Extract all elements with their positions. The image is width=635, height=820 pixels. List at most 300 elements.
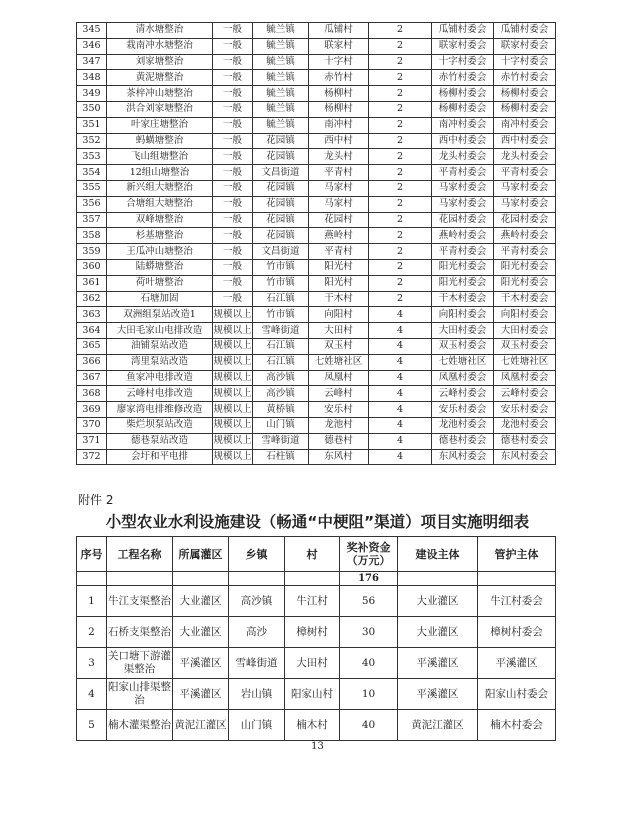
table-cell: 花园镇 bbox=[253, 180, 309, 196]
table-cell: 阳光村委会 bbox=[494, 259, 556, 275]
table-cell: 4 bbox=[369, 386, 432, 402]
table-row bbox=[77, 101, 556, 117]
table-cell: 关口塘下游灌渠整治 bbox=[107, 648, 173, 679]
table-cell: 一般 bbox=[213, 180, 253, 196]
table-cell: 360 bbox=[77, 259, 107, 275]
table-cell: 371 bbox=[77, 433, 107, 449]
table-cell: 山门镇 bbox=[253, 417, 309, 433]
table-cell: 毓兰镇 bbox=[253, 86, 309, 102]
table-cell: 4 bbox=[369, 338, 432, 354]
header-township: 乡镇 bbox=[229, 537, 285, 572]
table-cell: 石江镇 bbox=[253, 338, 309, 354]
table-cell: 2 bbox=[369, 133, 432, 149]
table-row bbox=[77, 212, 556, 228]
table-cell: 4 bbox=[77, 679, 107, 710]
table-cell: 竹市镇 bbox=[253, 275, 309, 291]
table-cell: 2 bbox=[369, 291, 432, 307]
table-cell: 351 bbox=[77, 117, 107, 133]
table-cell: 高沙镇 bbox=[229, 586, 285, 617]
table-cell: 40 bbox=[340, 648, 398, 679]
table-cell: 平溪灌区 bbox=[398, 679, 478, 710]
table-cell: 规模以上 bbox=[213, 354, 253, 370]
table-cell: 陆蟒塘整治 bbox=[107, 259, 213, 275]
table-cell: 新兴组大塘整治 bbox=[107, 180, 213, 196]
table-cell: 花园村委会 bbox=[432, 212, 494, 228]
table-row bbox=[77, 617, 556, 648]
table-cell: 大业灌区 bbox=[173, 617, 229, 648]
table-row bbox=[77, 275, 556, 291]
table-cell: 干木村委会 bbox=[432, 291, 494, 307]
table-cell: 杨柳村 bbox=[309, 101, 369, 117]
header-irrigation-district: 所属灌区 bbox=[173, 537, 229, 572]
table-row bbox=[77, 433, 556, 449]
table-cell: 石江镇 bbox=[253, 291, 309, 307]
table-cell: 4 bbox=[369, 307, 432, 323]
table-cell: 大业灌区 bbox=[173, 586, 229, 617]
table-cell: 双峰塘整治 bbox=[107, 212, 213, 228]
table-row bbox=[77, 370, 556, 386]
table-cell: 干木村委会 bbox=[494, 291, 556, 307]
table-cell: 毓兰镇 bbox=[253, 70, 309, 86]
table-cell: 荷叶塘整治 bbox=[107, 275, 213, 291]
table-cell: 一般 bbox=[213, 275, 253, 291]
table-cell: 阳光村委会 bbox=[494, 275, 556, 291]
table-cell: 花园镇 bbox=[253, 196, 309, 212]
table-row bbox=[77, 165, 556, 181]
table-cell: 西中村委会 bbox=[494, 133, 556, 149]
table-cell: 一般 bbox=[213, 117, 253, 133]
table-cell: 德巷泵站改造 bbox=[107, 433, 213, 449]
table-cell: 南冲村委会 bbox=[432, 117, 494, 133]
table-cell: 高沙 bbox=[229, 617, 285, 648]
table-cell: 毓兰镇 bbox=[253, 101, 309, 117]
table-row bbox=[77, 449, 556, 465]
table-row bbox=[77, 196, 556, 212]
table-cell: 花园村 bbox=[309, 212, 369, 228]
table-cell: 竹市镇 bbox=[253, 259, 309, 275]
table-cell: 德巷村委会 bbox=[494, 433, 556, 449]
table-cell: 2 bbox=[369, 244, 432, 260]
table-cell: 云峰村 bbox=[309, 386, 369, 402]
table-cell: 一般 bbox=[213, 86, 253, 102]
table-cell: 363 bbox=[77, 307, 107, 323]
table-cell: 雪峰街道 bbox=[229, 648, 285, 679]
table-cell: 372 bbox=[77, 449, 107, 465]
table-cell: 一般 bbox=[213, 38, 253, 54]
table-cell: 樟树村委会 bbox=[478, 617, 556, 648]
table-cell: 高沙镇 bbox=[253, 370, 309, 386]
table-cell: 规模以上 bbox=[213, 307, 253, 323]
table-cell: 十字村 bbox=[309, 54, 369, 70]
table-cell: 刘家塘整治 bbox=[107, 54, 213, 70]
table-cell: 40 bbox=[340, 710, 398, 741]
table-cell: 349 bbox=[77, 86, 107, 102]
table-cell: 黄泥江灌区 bbox=[173, 710, 229, 741]
table-cell: 文昌街道 bbox=[253, 165, 309, 181]
table-row bbox=[77, 86, 556, 102]
table-cell: 4 bbox=[369, 417, 432, 433]
table-cell: 东风村委会 bbox=[432, 449, 494, 465]
table-cell: 毓兰镇 bbox=[253, 54, 309, 70]
table-cell: 云峰村电排改造 bbox=[107, 386, 213, 402]
table-cell: 牛江村委会 bbox=[478, 586, 556, 617]
table-cell: 规模以上 bbox=[213, 449, 253, 465]
table-cell: 石江镇 bbox=[253, 354, 309, 370]
table-cell: 规模以上 bbox=[213, 433, 253, 449]
table-cell: 马家村委会 bbox=[494, 196, 556, 212]
table-cell: 平溪灌区 bbox=[478, 648, 556, 679]
page-number: 13 bbox=[311, 741, 324, 752]
table-cell: 德巷村委会 bbox=[432, 433, 494, 449]
table-cell: 阳家山村委会 bbox=[478, 679, 556, 710]
table-cell: 平青村 bbox=[309, 165, 369, 181]
table-cell: 一般 bbox=[213, 244, 253, 260]
table-cell: 一般 bbox=[213, 101, 253, 117]
table-cell: 大田村委会 bbox=[494, 323, 556, 339]
table-cell: 王瓜冲山塘整治 bbox=[107, 244, 213, 260]
table-row bbox=[77, 228, 556, 244]
table2-header-row bbox=[77, 537, 556, 572]
table-cell: 阳家山村 bbox=[285, 679, 340, 710]
table-cell: 杨柳村委会 bbox=[494, 86, 556, 102]
table-cell: 2 bbox=[369, 180, 432, 196]
table-cell: 龙头村 bbox=[309, 149, 369, 165]
table-cell: 368 bbox=[77, 386, 107, 402]
table-cell: 大业灌区 bbox=[398, 617, 478, 648]
table-cell: 雪峰街道 bbox=[253, 323, 309, 339]
table-cell: 10 bbox=[340, 679, 398, 710]
table-cell: 石塘加固 bbox=[107, 291, 213, 307]
table-cell: 杉基塘整治 bbox=[107, 228, 213, 244]
table-cell: 2 bbox=[369, 70, 432, 86]
table-cell: 楠木村 bbox=[285, 710, 340, 741]
table-cell: 平青村委会 bbox=[432, 165, 494, 181]
table-row bbox=[77, 586, 556, 617]
table-cell: 348 bbox=[77, 70, 107, 86]
table-cell: 平青村委会 bbox=[494, 165, 556, 181]
header-builder: 建设主体 bbox=[398, 537, 478, 572]
table-cell: 马家村 bbox=[309, 196, 369, 212]
table-cell: 牛江支渠整治 bbox=[107, 586, 173, 617]
table-cell: 竹市镇 bbox=[253, 307, 309, 323]
table-cell: 花园镇 bbox=[253, 149, 309, 165]
table-cell: 双玉村 bbox=[309, 338, 369, 354]
table-cell: 龙头村委会 bbox=[432, 149, 494, 165]
table-cell: 358 bbox=[77, 228, 107, 244]
table-cell: 规模以上 bbox=[213, 338, 253, 354]
header-index: 序号 bbox=[77, 537, 107, 572]
table-cell: 杨柳村委会 bbox=[494, 101, 556, 117]
table-row bbox=[77, 54, 556, 70]
table-cell: 369 bbox=[77, 402, 107, 418]
table-row bbox=[77, 679, 556, 710]
table-cell: 洪合刘家塘整治 bbox=[107, 101, 213, 117]
table-cell: 凤凰村委会 bbox=[432, 370, 494, 386]
table-cell: 一般 bbox=[213, 23, 253, 39]
table-cell: 云峰村委会 bbox=[494, 386, 556, 402]
table-cell: 楠木村委会 bbox=[478, 710, 556, 741]
table-cell: 362 bbox=[77, 291, 107, 307]
table-cell: 黄桥镇 bbox=[253, 402, 309, 418]
table-cell: 354 bbox=[77, 165, 107, 181]
table-cell: 353 bbox=[77, 149, 107, 165]
table-cell: 安乐村 bbox=[309, 402, 369, 418]
table-cell: 龙池村 bbox=[309, 417, 369, 433]
table-cell: 马家村委会 bbox=[432, 180, 494, 196]
project-table-continued bbox=[76, 22, 556, 465]
table-cell: 355 bbox=[77, 180, 107, 196]
table-cell: 5 bbox=[77, 710, 107, 741]
table-row bbox=[77, 307, 556, 323]
table-cell: 2 bbox=[369, 54, 432, 70]
table-cell: 56 bbox=[340, 586, 398, 617]
table-cell: 联家村委会 bbox=[432, 38, 494, 54]
header-funding bbox=[340, 537, 398, 572]
table-cell: 七姓塘社区 bbox=[494, 354, 556, 370]
table-cell: 12组山塘整治 bbox=[107, 165, 213, 181]
table-cell: 云峰村委会 bbox=[432, 386, 494, 402]
table-cell: 南冲村委会 bbox=[494, 117, 556, 133]
table-cell: 347 bbox=[77, 54, 107, 70]
table-cell: 规模以上 bbox=[213, 323, 253, 339]
table-cell: 阳光村 bbox=[309, 259, 369, 275]
table-cell: 石桥支渠整治 bbox=[107, 617, 173, 648]
table-cell: 飞山组塘整治 bbox=[107, 149, 213, 165]
table-cell: 向阳村委会 bbox=[494, 307, 556, 323]
table-row bbox=[77, 259, 556, 275]
table-cell: 清水塘整治 bbox=[107, 23, 213, 39]
total-funding: 176 bbox=[340, 572, 398, 586]
table-cell: 黄泥江灌区 bbox=[398, 710, 478, 741]
table-row bbox=[77, 354, 556, 370]
table-row bbox=[77, 402, 556, 418]
table-cell: 4 bbox=[369, 433, 432, 449]
table-cell: 花园镇 bbox=[253, 228, 309, 244]
table-cell: 茶梓冲山塘整治 bbox=[107, 86, 213, 102]
table-row bbox=[77, 417, 556, 433]
table-cell: 4 bbox=[369, 354, 432, 370]
table-cell: 东风村 bbox=[309, 449, 369, 465]
table-cell: 龙池村委会 bbox=[432, 417, 494, 433]
table-cell: 345 bbox=[77, 23, 107, 39]
table-cell: 平溪灌区 bbox=[173, 648, 229, 679]
table-cell: 马家村 bbox=[309, 180, 369, 196]
table-cell: 山门镇 bbox=[229, 710, 285, 741]
header-funding-text: 奖补资金（万元） bbox=[346, 541, 391, 567]
table-row bbox=[77, 710, 556, 741]
table-cell: 燕岭村委会 bbox=[494, 228, 556, 244]
table-row bbox=[77, 386, 556, 402]
table-cell: 2 bbox=[77, 617, 107, 648]
table-cell: 十字村委会 bbox=[432, 54, 494, 70]
table-cell: 4 bbox=[369, 402, 432, 418]
table-cell: 4 bbox=[369, 370, 432, 386]
table-cell: 十字村委会 bbox=[494, 54, 556, 70]
table-cell: 马家村委会 bbox=[432, 196, 494, 212]
table-cell: 毓兰镇 bbox=[253, 117, 309, 133]
table-cell: 瓜铺村委会 bbox=[432, 23, 494, 39]
table-cell: 七姓塘社区 bbox=[309, 354, 369, 370]
table-cell: 2 bbox=[369, 275, 432, 291]
table-cell: 367 bbox=[77, 370, 107, 386]
table-cell: 杨柳村委会 bbox=[432, 86, 494, 102]
table-cell: 安乐村委会 bbox=[494, 402, 556, 418]
table-cell: 西中村委会 bbox=[432, 133, 494, 149]
header-project-name: 工程名称 bbox=[107, 537, 173, 572]
table-cell: 平青村委会 bbox=[432, 244, 494, 260]
table-cell: 346 bbox=[77, 38, 107, 54]
header-maintainer: 管护主体 bbox=[478, 537, 556, 572]
table-cell: 花园镇 bbox=[253, 212, 309, 228]
table-cell: 南冲村 bbox=[309, 117, 369, 133]
table-row bbox=[77, 323, 556, 339]
table-cell: 2 bbox=[369, 149, 432, 165]
table-row bbox=[77, 648, 556, 679]
table-cell: 平青村委会 bbox=[494, 244, 556, 260]
table-cell: 雪峰街道 bbox=[253, 433, 309, 449]
table-row bbox=[77, 149, 556, 165]
table-cell: 2 bbox=[369, 212, 432, 228]
table-cell: 平溪灌区 bbox=[398, 648, 478, 679]
table-cell: 向阳村 bbox=[309, 307, 369, 323]
table-cell: 平溪灌区 bbox=[173, 679, 229, 710]
table-cell: 370 bbox=[77, 417, 107, 433]
table-cell: 七姓塘社区 bbox=[432, 354, 494, 370]
table-cell: 一般 bbox=[213, 196, 253, 212]
table-cell: 3 bbox=[77, 648, 107, 679]
table-cell: 燕岭村 bbox=[309, 228, 369, 244]
table-cell: 大业灌区 bbox=[398, 586, 478, 617]
table-cell: 平青村 bbox=[309, 244, 369, 260]
table-row bbox=[77, 23, 556, 39]
table-cell: 2 bbox=[369, 23, 432, 39]
table-cell: 2 bbox=[369, 165, 432, 181]
table-cell: 龙池村委会 bbox=[494, 417, 556, 433]
table-row bbox=[77, 338, 556, 354]
table-cell: 燕岭村委会 bbox=[432, 228, 494, 244]
table-cell: 阳光村委会 bbox=[432, 259, 494, 275]
table-cell: 毓兰镇 bbox=[253, 38, 309, 54]
table-row bbox=[77, 133, 556, 149]
table-cell: 高沙镇 bbox=[253, 386, 309, 402]
table-cell: 双玉村委会 bbox=[432, 338, 494, 354]
table-cell: 楠木灌渠整治 bbox=[107, 710, 173, 741]
table-cell: 向阳村委会 bbox=[432, 307, 494, 323]
table-cell: 花园村委会 bbox=[494, 212, 556, 228]
table-cell: 瓜铺村 bbox=[309, 23, 369, 39]
table-cell: 规模以上 bbox=[213, 417, 253, 433]
table-row bbox=[77, 38, 556, 54]
table-cell: 赤竹村委会 bbox=[432, 70, 494, 86]
table-cell: 樟树村 bbox=[285, 617, 340, 648]
table-cell: 30 bbox=[340, 617, 398, 648]
table-cell: 赤竹村 bbox=[309, 70, 369, 86]
table-cell: 361 bbox=[77, 275, 107, 291]
table-cell: 杨柳村委会 bbox=[432, 101, 494, 117]
table-cell: 湾里泵站改造 bbox=[107, 354, 213, 370]
table2-title: 小型农业水利设施建设（畅通“中梗阻”渠道）项目实施明细表 bbox=[105, 513, 530, 531]
table-cell: 黄泥塘整治 bbox=[107, 70, 213, 86]
table-cell: 大田村 bbox=[285, 648, 340, 679]
table-cell: 凤凰村 bbox=[309, 370, 369, 386]
table-row bbox=[77, 117, 556, 133]
table-cell: 一般 bbox=[213, 133, 253, 149]
table-cell: 364 bbox=[77, 323, 107, 339]
header-village: 村 bbox=[285, 537, 340, 572]
annex-label: 附件 2 bbox=[78, 493, 114, 507]
table-cell: 毓兰镇 bbox=[253, 23, 309, 39]
table-cell: 叶家庄塘整治 bbox=[107, 117, 213, 133]
table-cell: 联家村委会 bbox=[494, 38, 556, 54]
table-cell: 廖家湾电排维修改造 bbox=[107, 402, 213, 418]
table-row bbox=[77, 291, 556, 307]
table-cell: 牛江村 bbox=[285, 586, 340, 617]
table-cell: 花园镇 bbox=[253, 133, 309, 149]
table-cell: 357 bbox=[77, 212, 107, 228]
table-cell: 杨柳村 bbox=[309, 86, 369, 102]
table-cell: 西中村 bbox=[309, 133, 369, 149]
table-cell: 栽南冲水塘整治 bbox=[107, 38, 213, 54]
table-cell: 一般 bbox=[213, 212, 253, 228]
table-cell: 规模以上 bbox=[213, 386, 253, 402]
table-cell: 东风村委会 bbox=[494, 449, 556, 465]
table-cell: 瓜铺村委会 bbox=[494, 23, 556, 39]
table-cell: 366 bbox=[77, 354, 107, 370]
table-cell: 阳家山排渠整治 bbox=[107, 679, 173, 710]
table-cell: 一般 bbox=[213, 165, 253, 181]
table-cell: 合塘组大塘整治 bbox=[107, 196, 213, 212]
table-cell: 365 bbox=[77, 338, 107, 354]
table-cell: 356 bbox=[77, 196, 107, 212]
table-cell: 一般 bbox=[213, 228, 253, 244]
table-cell: 2 bbox=[369, 38, 432, 54]
table-cell: 阳光村委会 bbox=[432, 275, 494, 291]
table-cell: 会圩和平电排 bbox=[107, 449, 213, 465]
table-cell: 规模以上 bbox=[213, 370, 253, 386]
table-cell: 一般 bbox=[213, 54, 253, 70]
table-cell: 龙头村委会 bbox=[494, 149, 556, 165]
table-row bbox=[77, 70, 556, 86]
table-cell: 大田村委会 bbox=[432, 323, 494, 339]
table-cell: 石柱镇 bbox=[253, 449, 309, 465]
table-cell: 岩山镇 bbox=[229, 679, 285, 710]
table-cell: 柴烂坝泵站改造 bbox=[107, 417, 213, 433]
table-cell: 4 bbox=[369, 449, 432, 465]
table-cell: 规模以上 bbox=[213, 402, 253, 418]
total-row bbox=[77, 572, 556, 586]
table-cell: 一般 bbox=[213, 259, 253, 275]
table-cell: 2 bbox=[369, 228, 432, 244]
table-cell: 鱼家冲电排改造 bbox=[107, 370, 213, 386]
table-cell: 双洲组泵站改造1 bbox=[107, 307, 213, 323]
table-row bbox=[77, 244, 556, 260]
table-cell: 一般 bbox=[213, 70, 253, 86]
table-cell: 4 bbox=[369, 323, 432, 339]
table-cell: 350 bbox=[77, 101, 107, 117]
table-cell: 2 bbox=[369, 259, 432, 275]
table-cell: 阳光村 bbox=[309, 275, 369, 291]
table-cell: 双玉村委会 bbox=[494, 338, 556, 354]
table-cell: 2 bbox=[369, 101, 432, 117]
table-cell: 一般 bbox=[213, 149, 253, 165]
table-cell: 1 bbox=[77, 586, 107, 617]
table-cell: 大田村 bbox=[309, 323, 369, 339]
table-row bbox=[77, 180, 556, 196]
table-cell: 油铺泵站改造 bbox=[107, 338, 213, 354]
table-cell: 2 bbox=[369, 86, 432, 102]
table-cell: 马家村委会 bbox=[494, 180, 556, 196]
water-facility-detail-table bbox=[76, 536, 556, 741]
